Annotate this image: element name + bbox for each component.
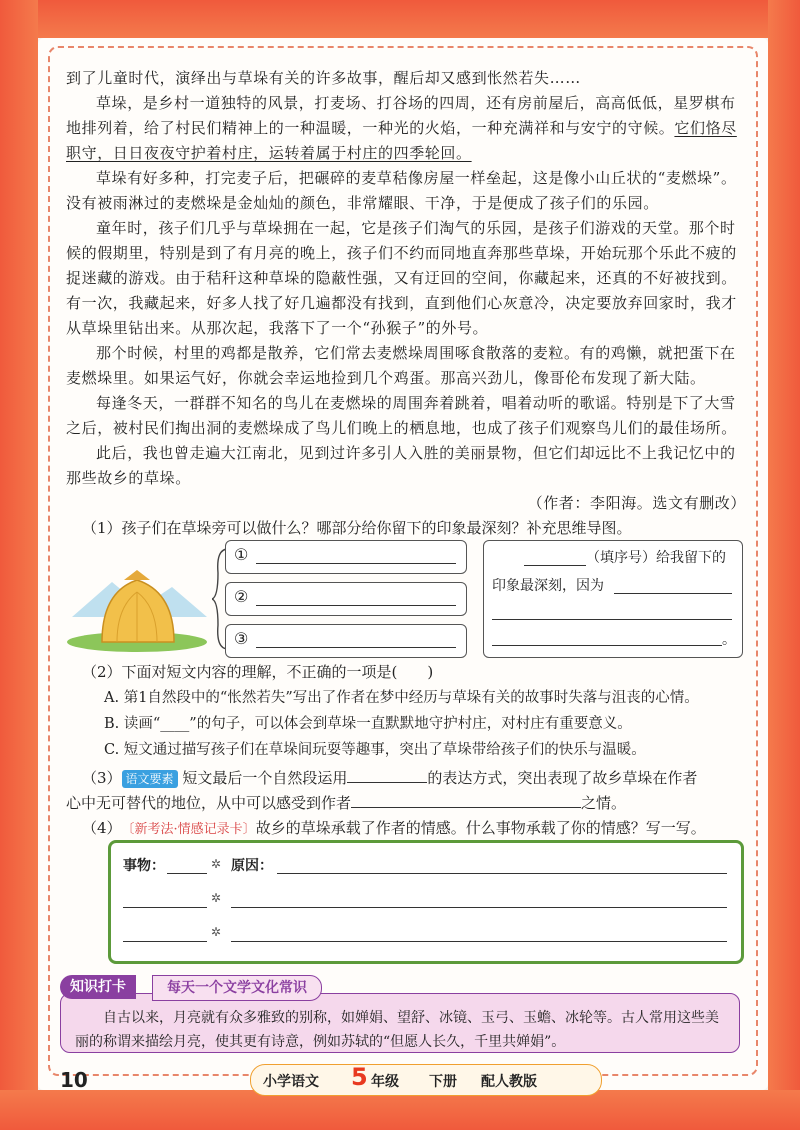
page-number: 10: [60, 1068, 88, 1092]
thing-input[interactable]: [123, 941, 207, 942]
answer-line[interactable]: [256, 605, 456, 606]
mindmap-box-1: [225, 540, 467, 574]
answer-line[interactable]: [492, 619, 732, 620]
new-exam-tag: 〔新考法·情感记录卡〕: [121, 822, 256, 837]
footer-grade-number: 5: [351, 1063, 368, 1091]
answer-line[interactable]: [492, 645, 722, 646]
flower-icon: ✲: [211, 891, 222, 905]
option-c: C. 短文通过描写孩子们在草垛间玩耍等趣事，突出了草垛带给孩子们的快乐与温暖。: [104, 742, 646, 758]
answer-blank[interactable]: [347, 782, 427, 783]
impression-text-b: 印象最深刻，因为: [492, 578, 604, 594]
mindmap-num-3: ③: [234, 629, 249, 648]
impression-end: 。: [722, 632, 736, 648]
impression-text-a: （填序号）给我留下的: [586, 550, 726, 566]
haystack-illustration: [62, 562, 212, 652]
question-3-text-2: 的表达方式，突出表现了故乡草垛在作者: [427, 769, 698, 787]
page-border-right: [768, 0, 800, 1130]
option-a: A. 第1自然段中的“怅然若失”写出了作者在梦中经历与草垛有关的故事时失落与沮丧的心情。: [104, 690, 699, 706]
question-3-text-4: 之情。: [581, 794, 627, 812]
question-1-stem: （1）孩子们在草垛旁可以做什么？哪部分给你留下的印象最深刻？补充思维导图。: [82, 519, 632, 537]
impression-box: [483, 540, 743, 658]
question-3-line-2: [66, 791, 746, 816]
answer-line[interactable]: [256, 563, 456, 564]
footer-grade: 年级: [371, 1074, 399, 1090]
question-4-number: （4）: [82, 819, 122, 837]
footer-volume: 下册: [429, 1074, 457, 1090]
passage-para-1: [66, 91, 746, 166]
knowledge-tag: 知识打卡: [60, 975, 136, 999]
page-border-top: [0, 0, 800, 38]
answer-line[interactable]: [524, 565, 586, 566]
page-border-left: [0, 0, 38, 1130]
answer-line[interactable]: [614, 593, 732, 594]
passage-para-4: 那个时候，村里的鸡都是散养，它们常去麦燃垛周围啄食散落的麦粒。有的鸡懒，就把蛋下在麦燃垛里。如果运气好，你就会幸运地捡到几个鸡蛋。那高兴劲儿，像哥伦布发现了新大陆。: [66, 344, 736, 387]
passage-para-5: 每逢冬天，一群群不知名的鸟儿在麦燃垛的周围奔着跳着，唱着动听的歌谣。特别是下了大雪之后，被村民们掏出洞的麦燃垛成了鸟儿们晚上的栖息地，也成了孩子们观察鸟儿们的最佳场所。: [66, 394, 737, 437]
answer-blank[interactable]: [351, 807, 581, 808]
mindmap-num-1: ①: [234, 545, 249, 564]
passage-para-1-text: 草垛，是乡村一道独特的风景，打麦场、打谷场的四周，还有房前屋后，高高低低，星罗棋布地排列着，给了村民们精神上的一种温暖，一种光的火焰，一种充满祥和与安宁的守候。: [66, 94, 736, 137]
question-2-stem: （2）下面对短文内容的理解，不正确的一项是( ): [82, 663, 434, 681]
reason-label: 原因：: [231, 858, 273, 874]
question-3-text-1: 短文最后一个自然段运用: [182, 769, 348, 787]
option-b: B. 读画“____”的句子，可以体会到草垛一直默默地守护村庄，对村庄有重要意义。: [104, 716, 632, 732]
knowledge-body: 自古以来，月亮就有众多雅致的别称，如婵娟、望舒、冰镜、玉弓、玉蟾、冰轮等。古人常用这些美丽的称谓来描绘月亮，使其更有诗意，例如苏轼的“但愿人长久，千里共婵娟”。: [60, 993, 740, 1053]
footer-edition: 配人教版: [481, 1074, 537, 1090]
footer-badge: [250, 1064, 602, 1096]
question-3-number: （3）: [82, 769, 122, 787]
mindmap-num-2: ②: [234, 587, 249, 606]
author-note: （作者：李阳海。选文有删改）: [527, 494, 746, 512]
question-3: [82, 766, 762, 791]
daily-culture-tag: 每天一个文学文化常识: [152, 975, 322, 1001]
language-element-tag: 语文要素: [122, 770, 178, 788]
reason-input[interactable]: [277, 873, 727, 874]
reason-input[interactable]: [231, 907, 727, 908]
passage-para-3: 童年时，孩子们几乎与草垛拥在一起，它是孩子们淘气的乐园，是孩子们游戏的天堂。那个时候的假期里，特别是到了有月亮的晚上，孩子们不约而同地直奔那些草垛，开始玩那个乐此不疲的捉迷藏的游戏。由于秸秆这种草垛的隐蔽性强，又有迂回的空间，你藏起来，还真的不好被找到。有一次，我藏起来，好多人找了好几遍都没有找到，直到他们心灰意冷，决定要放弃回家时，我才从草垛里钻出来。从那次起，我落下了一个“孙猴子”的外号。: [66, 219, 737, 337]
footer-subject: 小学语文: [263, 1074, 319, 1090]
question-4: [82, 816, 762, 842]
reason-input[interactable]: [231, 941, 727, 942]
thing-input[interactable]: [123, 907, 207, 908]
thing-input[interactable]: [167, 873, 207, 874]
emotion-record-card: [108, 840, 744, 964]
mindmap-box-2: [225, 582, 467, 616]
passage: [66, 66, 746, 516]
question-4-text: 故乡的草垛承载了作者的情感。什么事物承载了你的情感？写一写。: [255, 819, 706, 837]
knowledge-panel: [60, 975, 740, 1055]
thing-label: 事物：: [123, 858, 165, 874]
underlined-sentence: 它们恪尽职守，日日夜夜守护着村庄，运转着属于村庄的四季轮回。: [66, 119, 737, 162]
question-3-text-3: 心中无可替代的地位，从中可以感受到作者: [66, 794, 352, 812]
page-border-bottom: [0, 1090, 800, 1130]
flower-icon: ✲: [211, 857, 222, 871]
answer-line[interactable]: [256, 647, 456, 648]
mindmap-box-3: [225, 624, 467, 658]
flower-icon: ✲: [211, 925, 222, 939]
passage-para-0: 到了儿童时代，演绎出与草垛有关的许多故事，醒后却又感到怅然若失……: [66, 69, 581, 87]
passage-para-2: 草垛有好多种，打完麦子后，把碾碎的麦草秸像房屋一样垒起，这是像小山丘状的“麦燃垛”。没有被雨淋过的麦燃垛是金灿灿的颜色，非常耀眼、干净，于是便成了孩子们的乐园。: [66, 169, 737, 212]
passage-para-6: 此后，我也曾走遍大江南北，见到过许多引人入胜的美丽景物，但它们却远比不上我记忆中的那些故乡的草垛。: [66, 444, 736, 487]
